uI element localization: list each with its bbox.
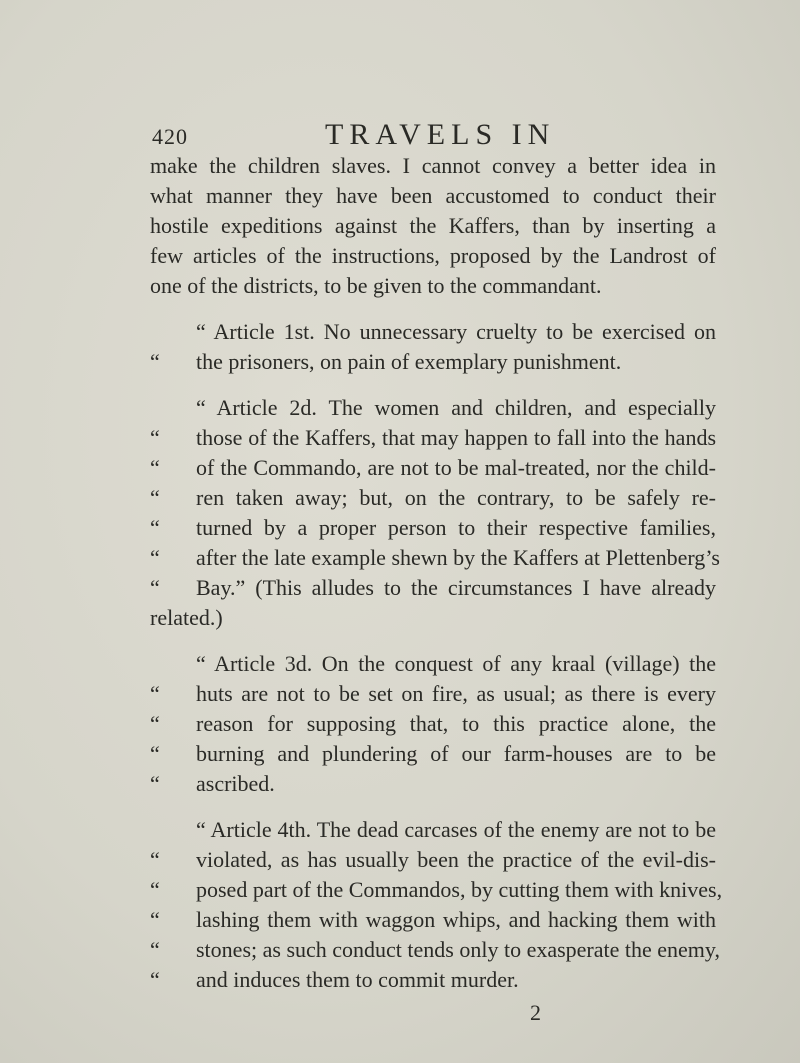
text-line: what manner they have been accustomed to conduct their xyxy=(150,183,716,208)
text-line: hostile expeditions against the Kaffers, than by inserting a xyxy=(150,213,716,238)
page-number: 420 xyxy=(152,124,188,149)
article-4-heading-line: “ Article 4th. The dead carcases of the enemy are not to be xyxy=(196,817,716,842)
text-line: huts are not to be set on fire, as usual; as there is every xyxy=(196,681,716,706)
quote-mark: “ xyxy=(150,877,160,902)
quote-mark: “ xyxy=(150,967,160,992)
article-1-heading-line: “ Article 1st. No unnecessary cruelty to be exercised on xyxy=(196,319,716,344)
quote-mark: “ xyxy=(150,907,160,932)
signature-mark: 2 xyxy=(530,1000,541,1025)
text-line: after the late example shewn by the Kaffers at Plettenberg’s xyxy=(196,545,720,570)
text-line: related.) xyxy=(150,605,223,630)
text-line: Bay.” (This alludes to the circumstances I have already xyxy=(196,575,716,600)
quote-mark: “ xyxy=(150,711,160,736)
text-line: ascribed. xyxy=(196,771,275,796)
text-line: stones; as such conduct tends only to exasperate the enemy, xyxy=(196,937,720,962)
text-line: burning and plundering of our farm-houses are to be xyxy=(196,741,716,766)
quote-mark: “ xyxy=(150,741,160,766)
text-line: the prisoners, on pain of exemplary punishment. xyxy=(196,349,622,374)
text-line: one of the districts, to be given to the commandant. xyxy=(150,273,602,298)
text-line: violated, as has usually been the practice of the evil-dis- xyxy=(196,847,716,872)
text-line: turned by a proper person to their respective families, xyxy=(196,515,716,540)
article-2-heading-line: “ Article 2d. The women and children, and especially xyxy=(196,395,716,420)
text-line: those of the Kaffers, that may happen to fall into the hands xyxy=(196,425,716,450)
text-line: few articles of the instructions, proposed by the Landrost of xyxy=(150,243,716,268)
text-line: lashing them with waggon whips, and hacking them with xyxy=(196,907,716,932)
quote-mark: “ xyxy=(150,847,160,872)
quote-mark: “ xyxy=(150,349,160,374)
text-line: and induces them to commit murder. xyxy=(196,967,519,992)
quote-mark: “ xyxy=(150,575,160,600)
quote-mark: “ xyxy=(150,771,160,796)
text-line: ren taken away; but, on the contrary, to be safely re- xyxy=(196,485,716,510)
quote-mark: “ xyxy=(150,485,160,510)
quote-mark: “ xyxy=(150,515,160,540)
text-line: reason for supposing that, to this practice alone, the xyxy=(196,711,716,736)
running-head: TRAVELS IN xyxy=(325,118,556,151)
quote-mark: “ xyxy=(150,545,160,570)
text-line: make the children slaves. I cannot convey a better idea in xyxy=(150,153,716,178)
text-line: posed part of the Commandos, by cutting them with knives, xyxy=(196,877,723,902)
text-line: of the Commando, are not to be mal-treated, nor the child- xyxy=(196,455,716,480)
quote-mark: “ xyxy=(150,455,160,480)
quote-mark: “ xyxy=(150,425,160,450)
quote-mark: “ xyxy=(150,681,160,706)
quote-mark: “ xyxy=(150,937,160,962)
article-3-heading-line: “ Article 3d. On the conquest of any kraal (village) the xyxy=(196,651,716,676)
